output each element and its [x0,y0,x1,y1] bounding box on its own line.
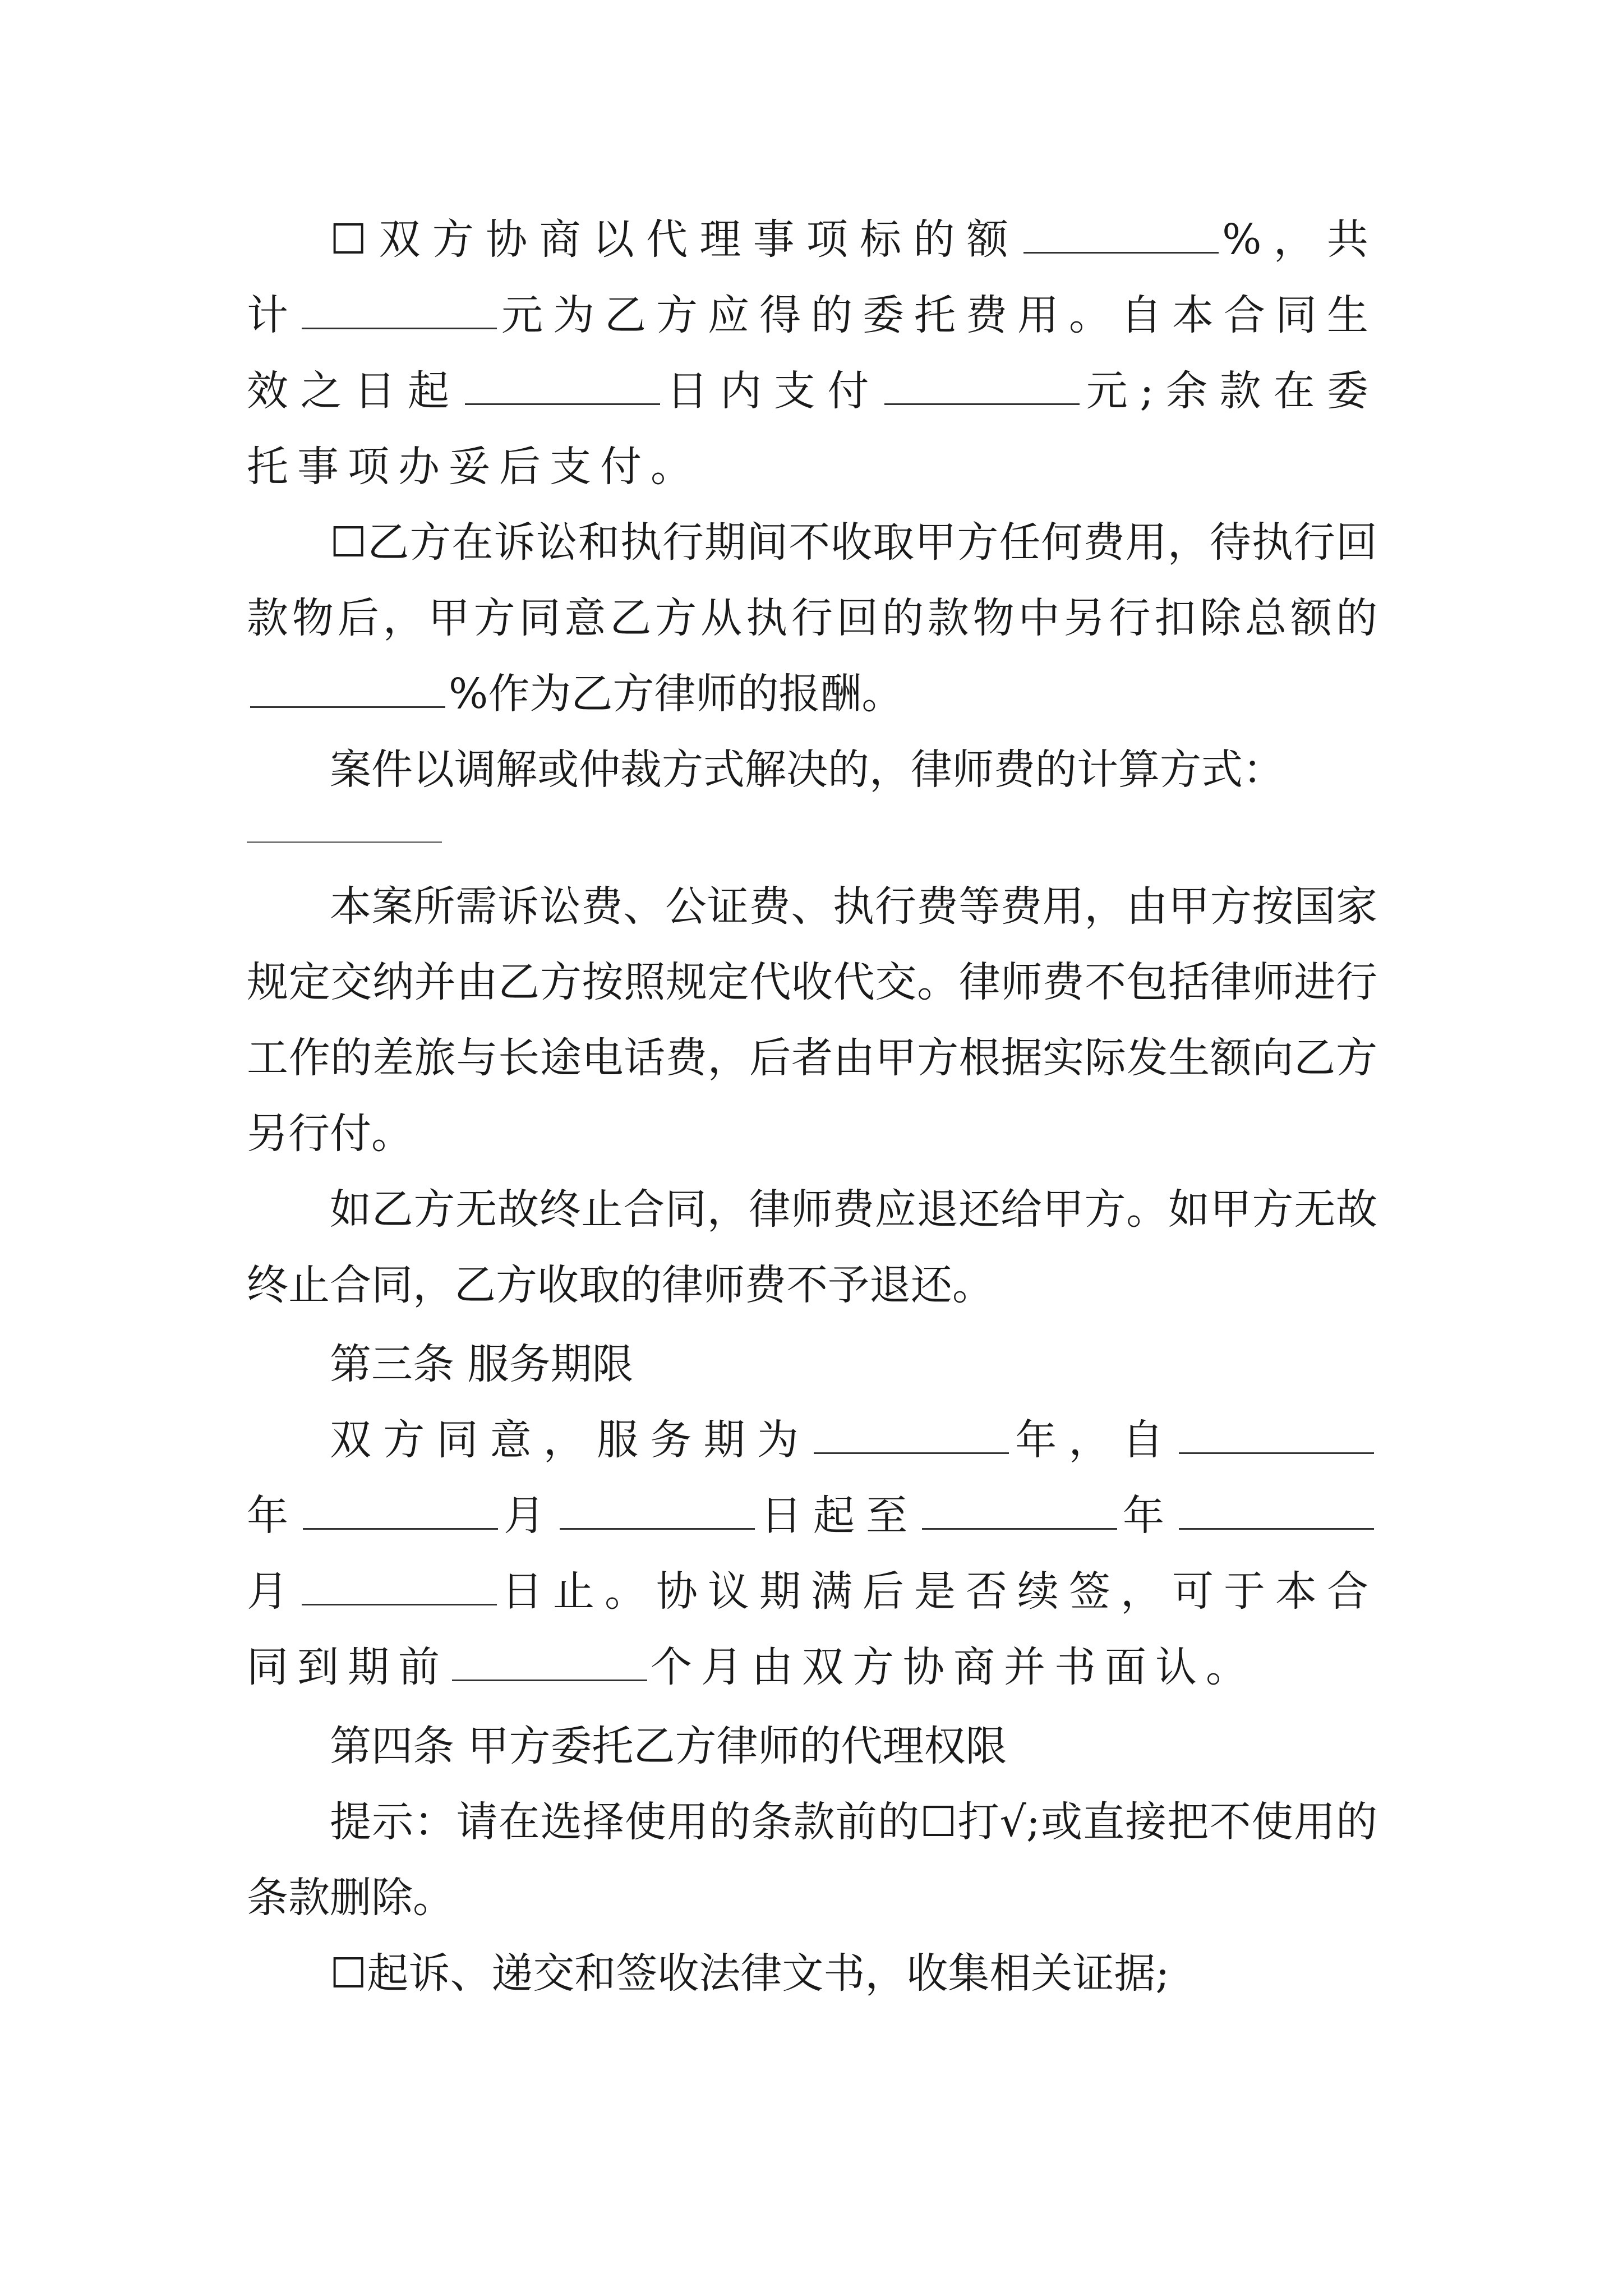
blank-days[interactable] [465,381,660,405]
fee-option-text-2: %，共计 [247,215,1377,339]
blank-end-year[interactable] [922,1506,1117,1530]
fee-option-text-5: 元;余款在委托事项办妥后支付。 [247,367,1378,491]
contingency-text-1: ☐乙方在诉讼和执行期间不收取甲方任何费用，待执行回款物后，甲方同意乙方从执行回的款物中另行扣除总额的 [247,518,1377,642]
service-text-2: 年，自 [1012,1416,1176,1464]
blank-end-day[interactable] [302,1581,497,1605]
document-page [247,202,1377,2012]
blank-service-years[interactable] [814,1430,1009,1454]
service-text-7: 月 [247,1567,298,1616]
article-3-title: 第三条 服务期限 [330,1340,634,1388]
authority-item-litigation [247,1936,1377,2012]
termination-paragraph [247,1172,1377,1323]
authority-litigation-text: ☐起诉、递交和签收法律文书，收集相关证据; [330,1949,1170,1998]
blank-start-month[interactable] [303,1506,498,1530]
blank-mediation-fee-method[interactable] [247,808,442,843]
blank-end-month[interactable] [1179,1506,1374,1530]
service-text-9: 个月由双方协商并书面认。 [651,1643,1256,1691]
contingency-text-2: %作为乙方律师的报酬。 [449,670,903,718]
blank-contingency-percentage[interactable] [250,684,445,708]
instruction-text: 提示：请在选择使用的条款前的☐打√;或直接把不使用的条款删除。 [247,1798,1377,1922]
fee-option-percentage [247,202,1377,505]
blank-advance-amount[interactable] [884,381,1080,405]
fee-option-text-4: 日内支付 [663,367,882,415]
mediation-fee-paragraph [247,732,1377,808]
service-text-3: 年 [247,1492,299,1540]
mediation-fee-text: 案件以调解或仲裁方式解决的，律师费的计算方式： [330,746,1284,794]
costs-paragraph [247,869,1377,1172]
article-4-title: 第四条 甲方委托乙方律师的代理权限 [330,1722,1007,1770]
service-text-8: 日止。协议期满后是否续签，可于本合同到期前 [247,1567,1377,1691]
blank-percentage[interactable] [1023,229,1219,254]
instruction-paragraph [247,1784,1377,1936]
service-period-paragraph [247,1402,1377,1705]
article-3-heading [247,1327,1377,1402]
service-text-5: 日起至 [758,1492,919,1540]
blank-total-amount[interactable] [302,305,497,329]
service-text-1: 双方同意，服务期为 [330,1416,811,1464]
costs-text: 本案所需诉讼费、公证费、执行费等费用，由甲方按国家规定交纳并由乙方按照规定代收代交。律师费不包括律师进行工作的差旅与长途电话费，后者由甲方根据实际发生额向乙方另行付。 [247,882,1377,1158]
fee-option-text-1: ☐双方协商以代理事项标的额 [330,215,1021,264]
termination-text: 如乙方无故终止合同，律师费应退还给甲方。如甲方无故终止合同，乙方收取的律师费不予退还。 [247,1185,1377,1309]
article-4-heading [247,1709,1377,1784]
blank-start-day[interactable] [560,1506,755,1530]
fee-option-contingency [247,505,1377,732]
fee-option-text-3: 元为乙方应得的委托费用。自本合同生效之日起 [247,291,1377,415]
service-text-6: 年 [1121,1492,1175,1540]
service-text-4: 月 [501,1492,556,1540]
blank-renewal-months[interactable] [452,1657,647,1681]
blank-start-year[interactable] [1179,1430,1374,1454]
